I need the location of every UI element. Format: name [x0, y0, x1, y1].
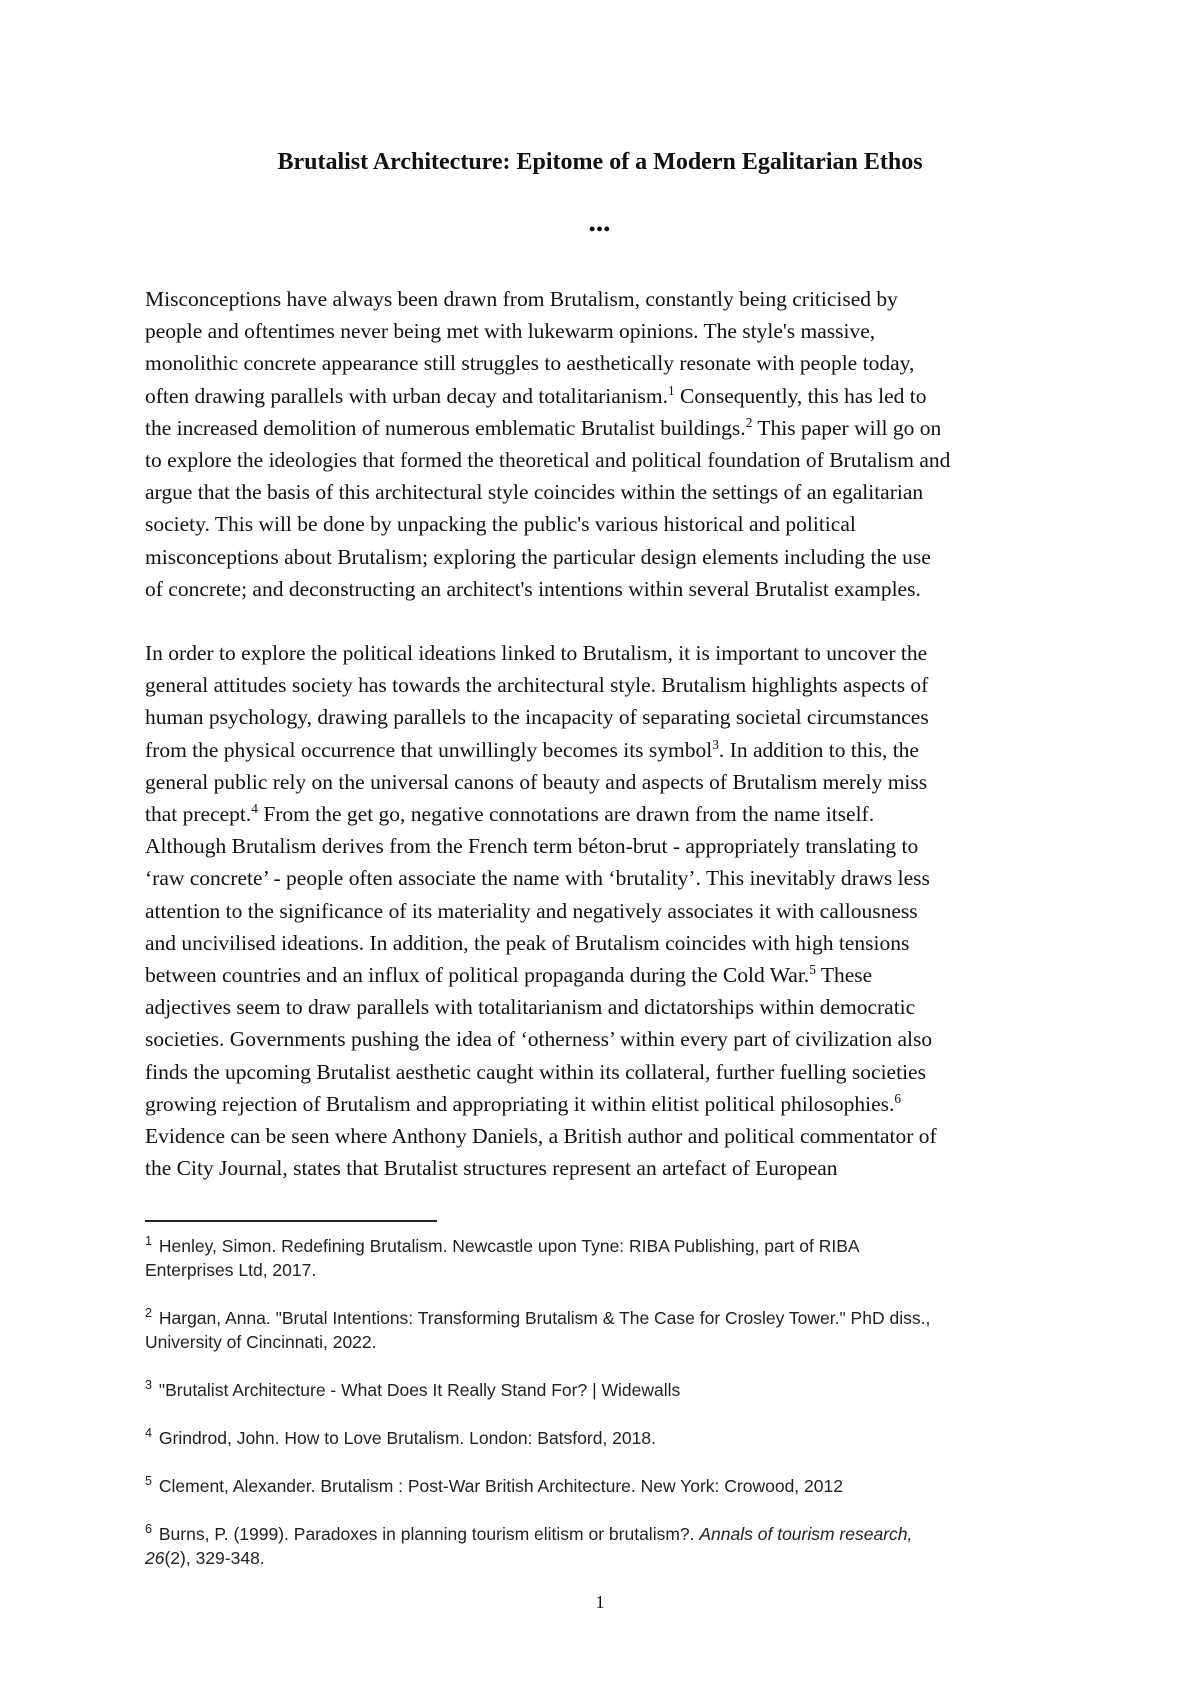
footnote-6: [145, 1522, 1075, 1570]
line-text: Evidence can be seen where Anthony Daniels, a British author and political commentator of: [145, 1124, 937, 1149]
footnote-number: 2: [145, 1306, 153, 1321]
line-text: Consequently, this has led to: [674, 383, 927, 408]
footnote-divider: [145, 1220, 437, 1222]
line-text: that precept.: [145, 802, 252, 827]
footnote-ref: 3: [712, 736, 719, 752]
line-text: misconceptions about Brutalism; exploring the particular design elements including the use: [145, 544, 931, 569]
footnote-text: Enterprises Ltd, 2017.: [145, 1260, 317, 1280]
footnote-line: [145, 1426, 1075, 1450]
footnote-ref: 1: [668, 382, 675, 398]
footnote-line: [145, 1546, 1075, 1570]
text-line: [145, 830, 1065, 862]
line-text: the increased demolition of numerous emblematic Brutalist buildings.: [145, 415, 746, 440]
page-number: 1: [595, 1592, 605, 1612]
line-text: the City Journal, states that Brutalist structures represent an artefact of European: [145, 1156, 838, 1181]
line-text: argue that the basis of this architectural style coincides within the settings of an egalitarian: [145, 480, 924, 505]
text-line: [145, 927, 1065, 959]
footnote-line: [145, 1330, 1075, 1354]
footnotes: [145, 1234, 1075, 1594]
footnote-line: [145, 1234, 1075, 1258]
text-line: [145, 283, 1065, 315]
footnote-ref: 4: [251, 800, 258, 816]
footnote-1: [145, 1234, 1075, 1282]
text-line: [145, 315, 1065, 347]
line-text: . In addition to this, the: [718, 737, 919, 762]
footnote-ref: 2: [745, 414, 753, 430]
footnote-line: [145, 1258, 1075, 1282]
footnote-2: [145, 1306, 1075, 1354]
footnote-text: Grindrod, John. How to Love Brutalism. London: Batsford, 2018.: [154, 1428, 656, 1448]
line-text: Misconceptions have always been drawn from Brutalism, constantly being criticised by: [145, 287, 898, 311]
line-text: societies. Governments pushing the idea of ‘otherness’ within every part of civilization also: [145, 1027, 933, 1052]
footnote-text: Hargan, Anna. "Brutal Intentions: Transforming Brutalism & The Case for Crosley Tower." PhD diss.,: [154, 1308, 931, 1328]
footnote-ref: 5: [809, 961, 816, 977]
text-line: [145, 734, 1065, 766]
text-line: [145, 380, 1065, 412]
footnote-4: [145, 1426, 1075, 1450]
text-line: [145, 1120, 1065, 1152]
text-line: [145, 1152, 1065, 1184]
paragraph-1: [145, 283, 1065, 605]
text-line: [145, 476, 1065, 508]
footnote-text: "Brutalist Architecture - What Does It Really Stand For? | Widewalls: [154, 1380, 681, 1400]
text-line: [145, 1023, 1065, 1055]
line-text: monolithic concrete appearance still struggles to aesthetically resonate with people today,: [145, 351, 915, 376]
text-line: [145, 862, 1065, 894]
text-line: [145, 991, 1065, 1023]
line-text: These: [815, 963, 873, 988]
footnote-3: [145, 1378, 1075, 1402]
text-line: [145, 798, 1065, 830]
footnote-text: (2), 329-348.: [164, 1548, 265, 1568]
text-line: [145, 541, 1065, 573]
text-line: [145, 895, 1065, 927]
footnote-ref: 6: [894, 1090, 902, 1106]
line-text: In order to explore the political ideations linked to Brutalism, it is important to uncover the: [145, 641, 928, 665]
text-line: [145, 669, 1065, 701]
text-line: [145, 573, 1065, 605]
footnote-text: University of Cincinnati, 2022.: [145, 1332, 377, 1352]
footnote-line: [145, 1306, 1075, 1330]
text-line: [145, 959, 1065, 991]
text-line: [145, 444, 1065, 476]
line-text: adjectives seem to draw parallels with totalitarianism and dictatorships within democratic: [145, 995, 916, 1020]
footnote-line: [145, 1474, 1075, 1498]
line-text: human psychology, drawing parallels to the incapacity of separating societal circumstances: [145, 705, 929, 730]
footnote-number: 5: [145, 1474, 153, 1489]
line-text: and uncivilised ideations. In addition, the peak of Brutalism coincides with high tensions: [145, 930, 910, 955]
text-line: [145, 637, 1065, 669]
line-text: general public rely on the universal canons of beauty and aspects of Brutalism merely miss: [145, 769, 928, 794]
line-text: attention to the significance of its materiality and negatively associates it with callousness: [145, 898, 918, 923]
line-text: ‘raw concrete’ - people often associate the name with ‘brutality’. This inevitably draws less: [145, 866, 930, 891]
text-line: [145, 508, 1065, 540]
footnote-line: [145, 1522, 1075, 1546]
line-text: from the physical occurrence that unwillingly becomes its symbol: [145, 737, 713, 762]
text-line: [145, 701, 1065, 733]
footnote-number: 4: [145, 1426, 153, 1441]
section-separator: •••: [589, 219, 611, 239]
line-text: general attitudes society has towards the architectural style. Brutalism highlights aspects of: [145, 673, 929, 698]
footnote-5: [145, 1474, 1075, 1498]
text-line: [145, 347, 1065, 379]
line-text: growing rejection of Brutalism and appropriating it within elitist political philosophies.: [145, 1091, 895, 1116]
footnote-text: Burns, P. (1999). Paradoxes in planning tourism elitism or brutalism?.: [154, 1524, 700, 1544]
footnote-number: 1: [145, 1234, 153, 1249]
line-text: finds the upcoming Brutalist aesthetic caught within its collateral, further fuelling societies: [145, 1059, 926, 1084]
text-line: [145, 1056, 1065, 1088]
footnote-number: 3: [145, 1378, 153, 1393]
footnote-line: [145, 1378, 1075, 1402]
document-title: Brutalist Architecture: Epitome of a Modern Egalitarian Ethos: [277, 149, 923, 175]
line-text: Although Brutalism derives from the French term béton-brut - appropriately translating to: [145, 834, 919, 859]
journal-volume: 26: [145, 1548, 165, 1568]
line-text: often drawing parallels with urban decay and totalitarianism.: [145, 383, 668, 408]
text-line: [145, 412, 1065, 444]
text-line: [145, 766, 1065, 798]
journal-title: Annals of tourism research,: [699, 1524, 913, 1544]
line-text: to explore the ideologies that formed the theoretical and political foundation of Brutalism and: [145, 448, 951, 473]
line-text: This paper will go on: [752, 415, 942, 440]
footnote-text: Clement, Alexander. Brutalism : Post-War British Architecture. New York: Crowood, 2012: [154, 1476, 843, 1496]
line-text: society. This will be done by unpacking the public's various historical and political: [145, 512, 856, 537]
line-text: between countries and an influx of political propaganda during the Cold War.: [145, 963, 810, 988]
footnote-number: 6: [145, 1522, 153, 1537]
text-line: [145, 1088, 1065, 1120]
line-text: people and oftentimes never being met with lukewarm opinions. The style's massive,: [145, 319, 876, 344]
footnote-text: Henley, Simon. Redefining Brutalism. Newcastle upon Tyne: RIBA Publishing, part of RIBA: [154, 1236, 860, 1256]
paragraph-2: [145, 637, 1065, 1184]
line-text: of concrete; and deconstructing an architect's intentions within several Brutalist examples.: [145, 576, 921, 601]
line-text: From the get go, negative connotations are drawn from the name itself.: [257, 802, 875, 827]
